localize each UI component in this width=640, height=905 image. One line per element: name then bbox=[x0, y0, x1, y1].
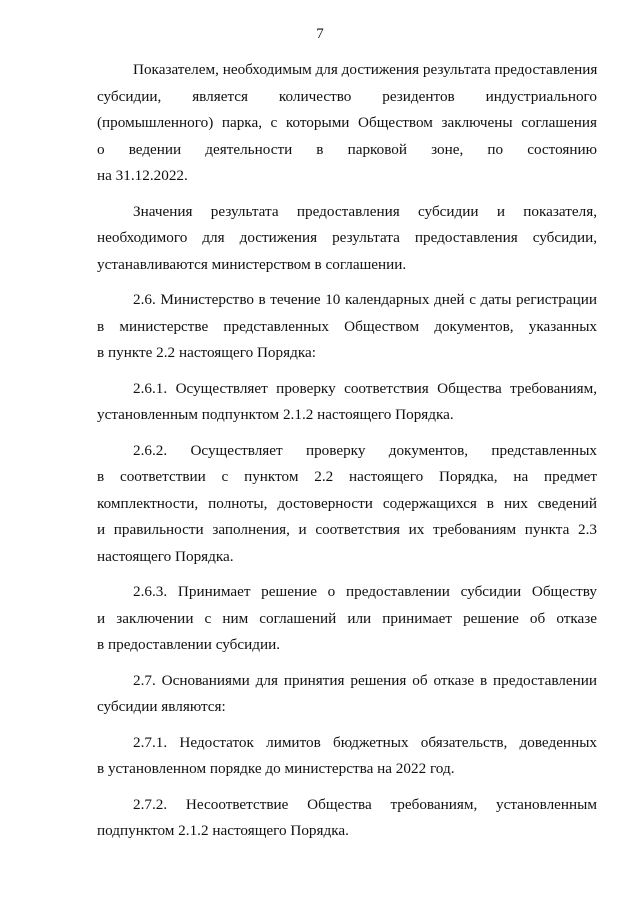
page-number: 7 bbox=[316, 26, 324, 42]
paragraph-line: установленным подпунктом 2.1.2 настоящего Порядка. bbox=[97, 406, 454, 423]
paragraph-line: 2.7.1. Недостаток лимитов бюджетных обязательств, доведенных bbox=[133, 733, 597, 751]
paragraph-line: (промышленного) парка, с которыми Обществом заключены соглашения bbox=[97, 114, 597, 131]
paragraph-line: о ведении деятельности в парковой зоне, по состоянию bbox=[97, 140, 597, 158]
paragraph-line: 2.7. Основаниями для принятия решения об отказе в предоставлении bbox=[133, 671, 597, 689]
paragraph-line: и заключении с ним соглашений или принимает решение об отказе bbox=[97, 609, 597, 627]
paragraph-line: необходимого для достижения результата предоставления субсидии, bbox=[97, 229, 597, 246]
paragraph-2-7 bbox=[97, 668, 597, 721]
paragraph-line: в предоставлении субсидии. bbox=[97, 636, 281, 653]
paragraph-indicator bbox=[97, 57, 597, 190]
paragraph-line: 2.6.3. Принимает решение о предоставлении субсидии Обществу bbox=[133, 583, 597, 600]
paragraph-line: Показателем, необходимым для достижения результата предоставления bbox=[133, 61, 598, 78]
paragraph-line: и правильности заполнения, и соответствия их требованиям пункта 2.3 bbox=[97, 521, 597, 538]
paragraph-line: на 31.12.2022. bbox=[97, 167, 188, 184]
paragraph-2-6 bbox=[97, 287, 597, 367]
paragraph-line: 2.6. Министерство в течение 10 календарных дней с даты регистрации bbox=[133, 291, 597, 308]
paragraph-values bbox=[97, 199, 597, 279]
paragraph-line: 2.7.2. Несоответствие Общества требованиям, установленным bbox=[133, 795, 597, 813]
paragraph-2-7-1 bbox=[97, 730, 597, 783]
paragraph-line: 2.6.1. Осуществляет проверку соответствия Общества требованиям, bbox=[133, 379, 597, 397]
paragraph-2-6-3 bbox=[97, 579, 597, 659]
paragraph-line: Значения результата предоставления субсидии и показателя, bbox=[133, 202, 597, 220]
paragraph-2-7-2 bbox=[97, 792, 597, 845]
paragraph-2-6-1 bbox=[97, 376, 597, 429]
paragraph-line: комплектности, полноты, достоверности содержащихся в них сведений bbox=[97, 494, 597, 512]
paragraph-line: в соответствии с пунктом 2.2 настоящего Порядка, на предмет bbox=[97, 468, 597, 485]
paragraph-line: в министерстве представленных Обществом документов, указанных bbox=[97, 317, 597, 335]
paragraph-line: субсидии являются: bbox=[97, 698, 226, 715]
paragraph-2-6-2 bbox=[97, 438, 597, 571]
paragraph-line: субсидии, является количество резидентов индустриального bbox=[97, 87, 597, 105]
paragraph-line: в установленном порядке до министерства на 2022 год. bbox=[97, 760, 455, 777]
paragraph-line: 2.6.2. Осуществляет проверку документов, представленных bbox=[133, 441, 597, 459]
document-body bbox=[97, 57, 597, 854]
paragraph-line: настоящего Порядка. bbox=[97, 547, 234, 565]
paragraph-line: в пункте 2.2 настоящего Порядка: bbox=[97, 344, 316, 361]
paragraph-line: подпунктом 2.1.2 настоящего Порядка. bbox=[97, 822, 349, 839]
paragraph-line: устанавливаются министерством в соглашении. bbox=[97, 255, 407, 273]
